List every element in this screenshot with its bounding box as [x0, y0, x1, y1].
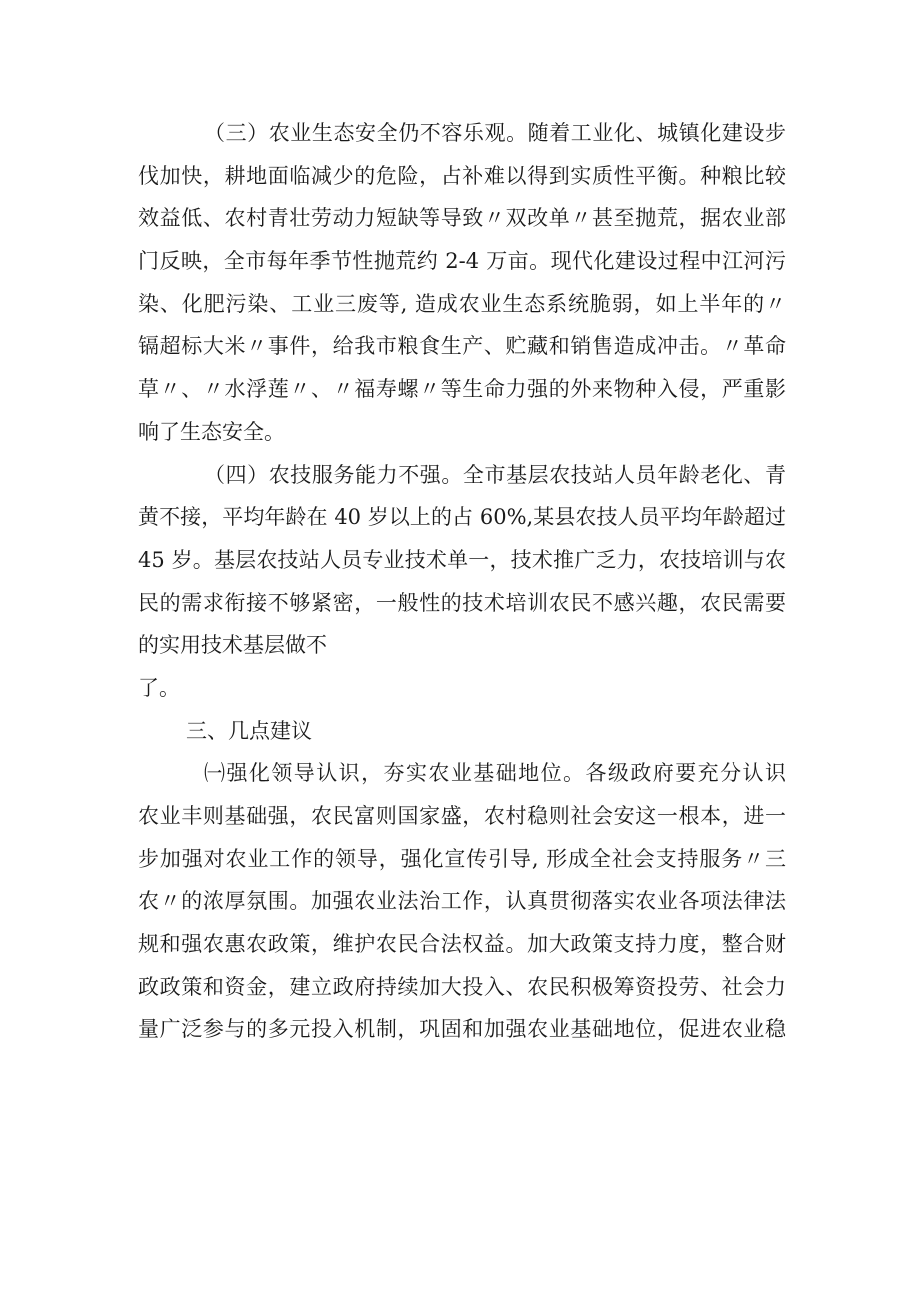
paragraph-4-line: 民的需求衔接不够紧密，一般性的技术培训农民不感兴趣，农民需要 — [138, 590, 786, 615]
paragraph-suggestion-1-line: 量广泛参与的多元投入机制，巩固和加强农业基础地位，促进农业稳 — [138, 1017, 786, 1042]
paragraph-3-line: 响了生态安全。 — [138, 419, 285, 444]
paragraph-4-line: （四）农技服务能力不强。全市基层农技站人员年龄老化、青 — [204, 462, 786, 487]
paragraph-3-line: （三）农业生态安全仍不容乐观。随着工业化、城镇化建设步 — [204, 121, 786, 145]
paragraph-4-line: 45 岁。基层农技站人员专业技术单一，技术推广乏力，农技培训与农 — [138, 547, 786, 572]
paragraph-3-line: 效益低、农村青壮劳动力短缺等导致〃双改单〃甚至抛荒，据农业部 — [138, 206, 786, 231]
paragraph-4-line: 的实用技术基层做不 — [138, 633, 327, 658]
paragraph-suggestion-1-line: 农〃的浓厚氛围。加强农业法治工作，认真贯彻落实农业各项法律法 — [138, 889, 786, 914]
paragraph-4-line: 了。 — [138, 675, 180, 700]
paragraph-suggestion-1-line: 步加强对农业工作的领导，强化宣传引导, 形成全社会支持服务〃三 — [138, 846, 786, 871]
document-body — [138, 112, 786, 1051]
paragraph-suggestion-1-line: ㈠强化领导认识，夯实农业基础地位。各级政府要充分认识 — [204, 761, 786, 786]
paragraph-3-line: 伐加快，耕地面临减少的危险，占补难以得到实质性平衡。种粮比较 — [138, 163, 786, 188]
paragraph-3-line: 染、化肥污染、工业三废等, 造成农业生态系统脆弱，如上半年的〃 — [138, 291, 786, 316]
paragraph-3-line: 镉超标大米〃事件，给我市粮食生产、贮藏和销售造成冲击。〃革命 — [138, 334, 786, 359]
paragraph-3-line: 草〃、〃水浮莲〃、〃福寿螺〃等生命力强的外来物种入侵，严重影 — [138, 377, 786, 402]
paragraph-4-line: 黄不接，平均年龄在 40 岁以上的占 60%,某县农技人员平均年龄超过 — [138, 505, 786, 530]
paragraph-3-line: 门反映，全市每年季节性抛荒约 2-4 万亩。现代化建设过程中江河污 — [138, 249, 786, 274]
section-heading: 三、几点建议 — [186, 718, 312, 743]
paragraph-suggestion-1-line: 农业丰则基础强，农民富则国家盛，农村稳则社会安这一根本，进一 — [138, 804, 786, 828]
paragraph-suggestion-1-line: 政政策和资金，建立政府持续加大投入、农民积极筹资投劳、社会力 — [138, 974, 786, 999]
paragraph-suggestion-1-line: 规和强农惠农政策，维护农民合法权益。加大政策支持力度，整合财 — [138, 932, 786, 957]
